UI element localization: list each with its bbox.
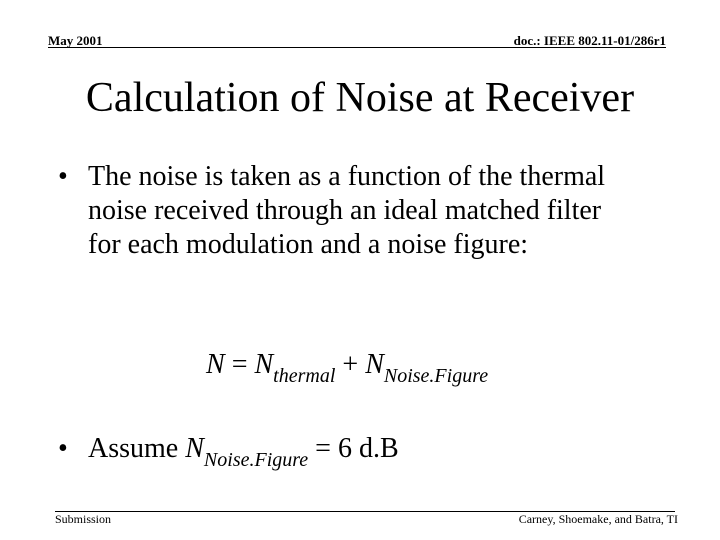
bullet-subscript: Noise.Figure	[203, 449, 309, 471]
bullet-icon: •	[58, 161, 68, 192]
bullet-noise-figure-assumption	[58, 432, 678, 472]
bullet-noise-definition	[58, 160, 678, 310]
header-doc-id: doc.: IEEE 802.11-01/286r1	[513, 33, 666, 48]
equation-term1-subscript: thermal	[273, 365, 336, 387]
footer-authors: Carney, Shoemake, and Batra, TI	[518, 512, 678, 526]
header-divider	[48, 47, 666, 48]
bullet-prefix: Assume	[88, 433, 186, 464]
header-date: May 2001	[48, 33, 103, 48]
equation-plus: +	[335, 349, 366, 380]
bullet-icon: •	[58, 433, 68, 464]
equation-equals: =	[224, 349, 255, 380]
bullet-text: The noise is taken as a function of the thermal noise received through an ideal matched filter for each modulation and a noise figure:	[88, 161, 606, 260]
equation-lhs: N	[206, 349, 225, 380]
footer-submission: Submission	[55, 512, 112, 526]
bullet-variable: N	[185, 433, 204, 464]
equation-term2-subscript: Noise.Figure	[383, 365, 489, 387]
bullet-text	[88, 432, 399, 471]
equation-term1-var: N	[254, 349, 274, 380]
equation-term2-var: N	[365, 349, 384, 380]
slide-title: Calculation of Noise at Receiver	[85, 75, 635, 121]
bullet-suffix: = 6 d.B	[308, 433, 399, 464]
noise-equation	[206, 348, 489, 387]
